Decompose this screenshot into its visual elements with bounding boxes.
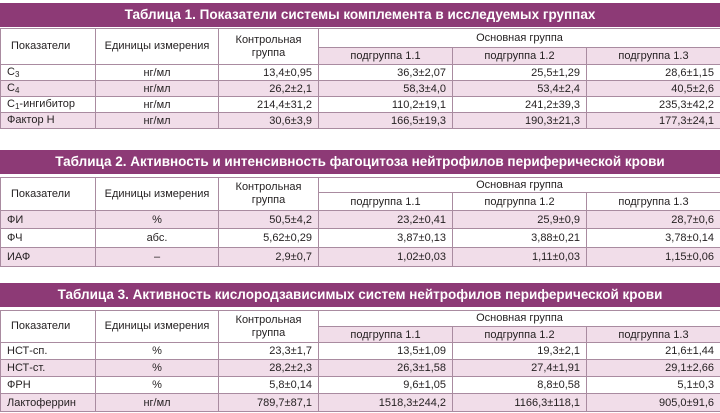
table-row <box>1 97 720 113</box>
row-sub-1-3: 905,0±91,6 <box>587 394 720 412</box>
subgroup-1-1-header: подгруппа 1.1 <box>319 327 453 343</box>
row-name: $C_4$ <box>1 81 96 97</box>
col-header-name: Показатели <box>1 311 96 343</box>
row-control: 214,4±31,2 <box>219 97 319 113</box>
row-control: 5,62±0,29 <box>219 229 319 248</box>
subgroup-1-2-header: подгруппа 1.2 <box>453 193 587 211</box>
row-control: 26,2±2,1 <box>219 81 319 97</box>
row-control: 5,8±0,14 <box>219 377 319 394</box>
row-unit: абс. <box>96 229 219 248</box>
table-3-title: Таблица 3. Активность кислородзависимых систем нейтрофилов периферической крови <box>0 283 720 307</box>
row-unit: нг/мл <box>96 65 219 81</box>
row-control: 50,5±4,2 <box>219 211 319 229</box>
row-sub-1-1: 166,5±19,3 <box>319 113 453 129</box>
row-unit: нг/мл <box>96 394 219 412</box>
table-1-grid <box>0 28 720 129</box>
row-sub-1-1: 1,02±0,03 <box>319 248 453 267</box>
row-name: Фактор H <box>1 113 96 129</box>
row-sub-1-3: 28,7±0,6 <box>587 211 720 229</box>
table-row <box>1 343 720 360</box>
row-sub-1-2: 19,3±2,1 <box>453 343 587 360</box>
row-sub-1-2: 8,8±0,58 <box>453 377 587 394</box>
row-sub-1-3: 21,6±1,44 <box>587 343 720 360</box>
row-sub-1-1: 13,5±1,09 <box>319 343 453 360</box>
row-name: Лактоферрин <box>1 394 96 412</box>
row-sub-1-2: 190,3±21,3 <box>453 113 587 129</box>
table-row <box>1 65 720 81</box>
row-name: $C_3$ <box>1 65 96 81</box>
row-control: 28,2±2,3 <box>219 360 319 377</box>
subgroup-1-3-header: подгруппа 1.3 <box>587 193 720 211</box>
row-control: 2,9±0,7 <box>219 248 319 267</box>
row-sub-1-2: 27,4±1,91 <box>453 360 587 377</box>
row-control: 23,3±1,7 <box>219 343 319 360</box>
table-row <box>1 81 720 97</box>
row-sub-1-1: 1518,3±244,2 <box>319 394 453 412</box>
col-header-control: Контрольная группа <box>219 311 319 343</box>
row-sub-1-3: 28,6±1,15 <box>587 65 720 81</box>
table-2-title: Таблица 2. Активность и интенсивность фагоцитоза нейтрофилов периферической крови <box>0 150 720 174</box>
row-sub-1-2: 1166,3±118,1 <box>453 394 587 412</box>
table-row <box>1 377 720 394</box>
table-row <box>1 211 720 229</box>
col-header-control: Контрольная группа <box>219 29 319 65</box>
row-name: ФЧ <box>1 229 96 248</box>
row-unit: % <box>96 343 219 360</box>
row-unit: – <box>96 248 219 267</box>
table-3-grid <box>0 310 720 412</box>
col-header-main: Основная группа <box>319 311 720 327</box>
row-sub-1-3: 1,15±0,06 <box>587 248 720 267</box>
col-header-name: Показатели <box>1 178 96 211</box>
col-header-control: Контрольная группа <box>219 178 319 211</box>
row-name: ФРН <box>1 377 96 394</box>
row-sub-1-3: 3,78±0,14 <box>587 229 720 248</box>
row-control: 789,7±87,1 <box>219 394 319 412</box>
row-unit: нг/мл <box>96 113 219 129</box>
row-sub-1-1: 23,2±0,41 <box>319 211 453 229</box>
col-header-name: Показатели <box>1 29 96 65</box>
row-name: ФИ <box>1 211 96 229</box>
row-unit: нг/мл <box>96 81 219 97</box>
subgroup-1-2-header: подгруппа 1.2 <box>453 48 587 65</box>
row-unit: нг/мл <box>96 97 219 113</box>
row-sub-1-1: 26,3±1,58 <box>319 360 453 377</box>
table-2-grid <box>0 177 720 267</box>
row-sub-1-3: 40,5±2,6 <box>587 81 720 97</box>
row-sub-1-2: 1,11±0,03 <box>453 248 587 267</box>
row-sub-1-2: 53,4±2,4 <box>453 81 587 97</box>
row-unit: % <box>96 377 219 394</box>
table-row <box>1 229 720 248</box>
row-sub-1-1: 3,87±0,13 <box>319 229 453 248</box>
row-sub-1-1: 58,3±4,0 <box>319 81 453 97</box>
row-name: ИАФ <box>1 248 96 267</box>
row-unit: % <box>96 211 219 229</box>
col-header-main: Основная группа <box>319 178 720 193</box>
row-name: $C_1$-ингибитор <box>1 97 96 113</box>
col-header-main: Основная группа <box>319 29 720 48</box>
table-row <box>1 360 720 377</box>
table-1-title: Таблица 1. Показатели системы комплемента в исследуемых группах <box>0 3 720 27</box>
row-sub-1-2: 25,5±1,29 <box>453 65 587 81</box>
row-sub-1-3: 5,1±0,3 <box>587 377 720 394</box>
subgroup-1-1-header: подгруппа 1.1 <box>319 48 453 65</box>
row-sub-1-3: 235,3±42,2 <box>587 97 720 113</box>
col-header-unit: Единицы измерения <box>96 178 219 211</box>
row-sub-1-2: 3,88±0,21 <box>453 229 587 248</box>
subgroup-1-2-header: подгруппа 1.2 <box>453 327 587 343</box>
subgroup-1-3-header: подгруппа 1.3 <box>587 48 720 65</box>
row-sub-1-1: 9,6±1,05 <box>319 377 453 394</box>
row-sub-1-3: 29,1±2,66 <box>587 360 720 377</box>
col-header-unit: Единицы измерения <box>96 311 219 343</box>
row-sub-1-3: 177,3±24,1 <box>587 113 720 129</box>
row-control: 13,4±0,95 <box>219 65 319 81</box>
table-row <box>1 394 720 412</box>
table-row <box>1 248 720 267</box>
subgroup-1-3-header: подгруппа 1.3 <box>587 327 720 343</box>
row-unit: % <box>96 360 219 377</box>
row-sub-1-1: 36,3±2,07 <box>319 65 453 81</box>
row-sub-1-1: 110,2±19,1 <box>319 97 453 113</box>
table-row <box>1 113 720 129</box>
row-name: НСТ-сп. <box>1 343 96 360</box>
row-sub-1-2: 241,2±39,3 <box>453 97 587 113</box>
row-sub-1-2: 25,9±0,9 <box>453 211 587 229</box>
row-name: НСТ-ст. <box>1 360 96 377</box>
row-control: 30,6±3,9 <box>219 113 319 129</box>
col-header-unit: Единицы измерения <box>96 29 219 65</box>
subgroup-1-1-header: подгруппа 1.1 <box>319 193 453 211</box>
